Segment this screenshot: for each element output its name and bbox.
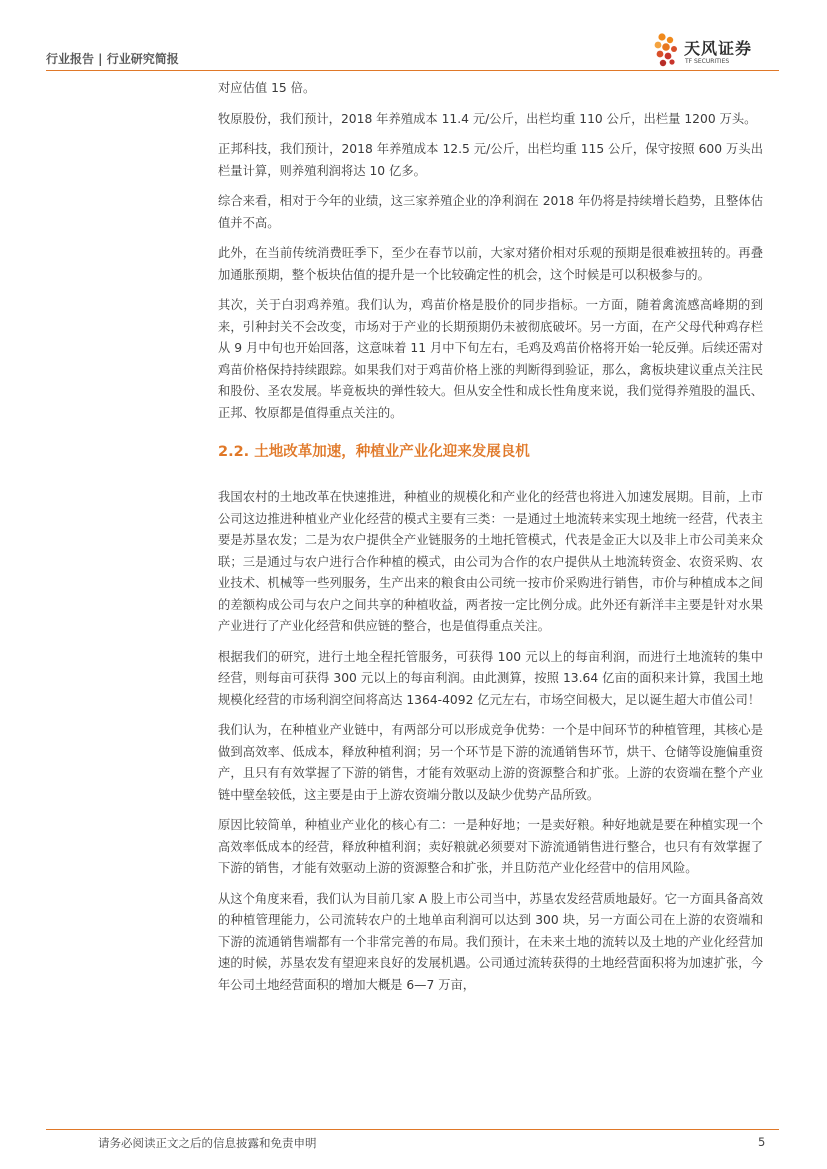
logo-english-name: TF SECURITIES: [685, 58, 730, 65]
paragraph: 从这个角度来看，我们认为目前几家 A 股上市公司当中，苏垦农发经营质地最好。它一方面具备高效的种植管理能力，公司流转农户的土地单亩利润可以达到 300 块，另一方面公司在上游的农资端和下游的流通销售端都有一个非常完善的布局。我们预计，在未来土地的流转以及土地的产业化经营加速的时候，苏垦农发有望迎来良好的发展机遇。公司通过流转获得的土地经营面积将为加速扩张，今年公司土地经营面积的增加大概是 6—7 万亩，: [218, 891, 763, 992]
footer-disclaimer: 请务必阅读正文之后的信息披露和免责申明: [98, 1136, 317, 1150]
paragraph: 我国农村的土地改革在快速推进，种植业的规模化和产业化的经营也将进入加速发展期。目前，上市公司这边推进种植业产业化经营的模式主要有三类：一是通过土地流转来实现土地统一经营，代表主要是苏垦农发；二是为农户提供全产业链服务的土地托管模式，代表是金正大以及非上市公司美来众联；三是通过与农户进行合作种植的模式，由公司为合作的农户提供从土地流转资金、农资采购、农业技术、机械等一些列服务，生产出来的粮食由公司统一按市价采购进行销售，市价与种植成本之间的差额构成公司与农户之间共享的种植收益，两者按一定比例分成。此外还有新洋丰主要是针对水果产业进行了产业化经营和供应链的整合，也是值得重点关注。: [218, 490, 763, 633]
paragraph: 正邦科技，我们预计，2018 年养殖成本 12.5 元/公斤，出栏均重 115 公斤，保守按照 600 万头出栏量计算，则养殖利润将达 10 亿多。: [218, 142, 763, 178]
paragraph: 牧原股份，我们预计，2018 年养殖成本 11.4 元/公斤，出栏均重 110 公斤，出栏量 1200 万头。: [218, 111, 757, 126]
paragraph: 对应估值 15 倍。: [218, 81, 316, 95]
report-category: 行业报告 | 行业研究简报: [46, 52, 179, 66]
tf-securities-logo: [652, 30, 772, 74]
page-number: 5: [758, 1135, 766, 1149]
section-heading: 2.2. 土地改革加速，种植业产业化迎来发展良机: [218, 444, 530, 460]
paragraph: 其次，关于白羽鸡养殖。我们认为，鸡苗价格是股价的同步指标。一方面，随着禽流感高峰期的到来，引种封关不会改变，市场对于产业的长期预期仍未被彻底破坏。另一方面，在产父母代种鸡存栏从 9 月中旬也开始回落，这意味着 11 月中下旬左右，毛鸡及鸡苗价格将开始一轮反弹。后续还需对鸡苗价格保持持续跟踪。如果我们对于鸡苗价格上涨的判断得到验证，那么，禽板块建议重点关注民和股份、圣农发展。毕竟板块的弹性较大。但从安全性和成长性角度来说，我们觉得养殖股的温氏、正邦、牧原都是值得重点关注的。: [218, 298, 763, 420]
paragraph: 我们认为，在种植业产业链中，有两部分可以形成竞争优势：一个是中间环节的种植管理，其核心是做到高效率、低成本，释放种植利润；另一个环节是下游的流通销售环节，烘干、仓储等设施偏重资产，且只有有效掌握了下游的销售，才能有效驱动上游的资源整合和扩张。上游的农资端在整个产业链中壁垒较低，这主要是由于上游农资端分散以及缺少优势产品所致。: [218, 723, 763, 802]
paragraph: 此外，在当前传统消费旺季下，至少在春节以前，大家对猪价相对乐观的预期是很难被扭转的。再叠加通胀预期，整个板块估值的提升是一个比较确定性的机会，这个时候是可以积极参与的。: [218, 246, 763, 282]
report-body: [218, 78, 763, 1005]
tf-logo-icon: [652, 32, 682, 70]
header-divider: [46, 70, 779, 71]
paragraph: 综合来看，相对于今年的业绩，这三家养殖企业的净利润在 2018 年仍将是持续增长趋势，且整体估值并不高。: [218, 194, 763, 230]
paragraph: 根据我们的研究，进行土地全程托管服务，可获得 100 元以上的每亩利润，而进行土地流转的集中经营，则每亩可获得 300 元以上的每亩利润。由此测算，按照 13.64 亿亩的面积来计算，我国土地规模化经营的市场利润空间将高达 1364-4092 亿元左右，市场空间极大，足以诞生超大市值公司！: [218, 649, 763, 707]
logo-chinese-name: 天风证券: [684, 39, 753, 58]
paragraph: 原因比较简单，种植业产业化的核心有二：一是种好地；一是卖好粮。种好地就是要在种植实现一个高效率低成本的经营，释放种植利润；卖好粮就必须要对下游流通销售进行整合，也只有有效掌握了下游的销售，才能有效驱动上游的资源整合和扩张，并且防范产业化经营中的信用风险。: [218, 818, 763, 875]
footer-divider: [46, 1129, 779, 1130]
